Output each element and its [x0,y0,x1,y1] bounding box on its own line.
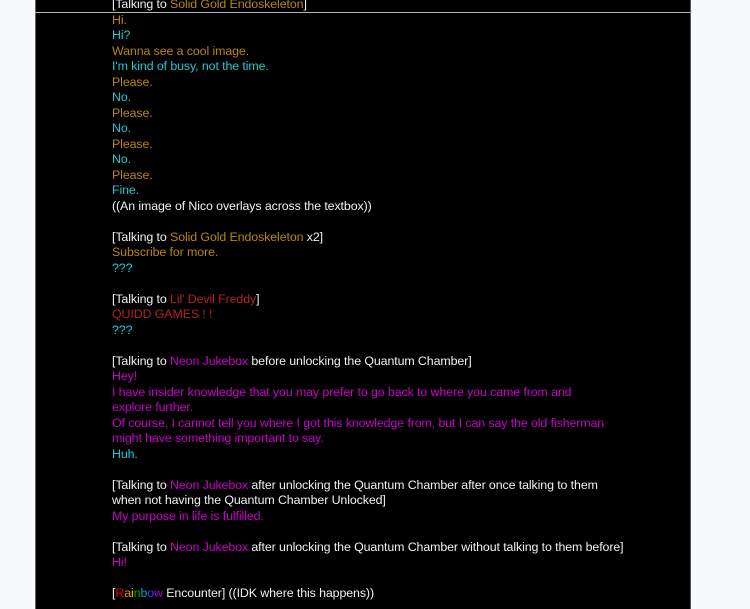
rainbow-letter: i [131,586,134,600]
character-name: Neon Jukebox [170,477,249,492]
rainbow-letter: o [147,586,155,600]
dialogue-line: Hey! [112,369,138,383]
dialogue-line: Please. [112,136,153,151]
dialogue-line: Hi? [112,28,131,42]
dialogue-line: Please. [112,74,153,89]
character-name: Neon Jukebox [170,353,249,368]
section-header: [Talking to Neon Jukebox after unlocking the Quantum Chamber without talking to them before] [112,539,624,554]
dialogue-line: No. [112,152,131,166]
section-header: [Talking to Lil' Devil Freddy] [112,291,260,306]
dialogue-line: ??? [112,260,133,275]
dialogue-line: Wanna see a cool image. [112,43,250,58]
rainbow-encounter-header: [Rainbow Encounter] ((IDK where this happens)) [112,586,374,600]
character-name: Solid Gold Endoskeleton [170,229,304,244]
dialogue-line: Huh. [112,446,138,461]
dialogue-line: QUIDD GAMES ! ! [112,307,213,321]
dialogue-line: Hi! [112,555,127,569]
dialogue-line: Hi. [112,12,127,27]
character-name: Solid Gold Endoskeleton [170,0,304,11]
dialogue-line: Subscribe for more. [112,245,219,259]
section-header: [Talking to Neon Jukebox before unlocking the Quantum Chamber] [112,353,472,368]
dialogue-line: Please. [112,105,153,120]
dialogue-line: ??? [112,322,133,337]
rainbow-letter: n [133,586,141,600]
dialogue-line: Fine. [112,183,140,197]
character-name: Neon Jukebox [170,539,249,554]
rainbow-letter: R [115,586,125,600]
dialogue-transcript [112,0,624,602]
dialogue-line: No. [112,121,131,135]
character-name: Lil' Devil Freddy [170,291,257,306]
rainbow-letter: b [140,586,148,600]
dialogue-line: Please. [112,167,153,182]
dialogue-line: My purpose in life is fulfilled. [112,508,264,523]
dialogue-line: I have insider knowledge that you may prefer to go back to where you came from and explore further. [112,384,572,414]
dialogue-line: No. [112,90,131,104]
section-header: [Talking to Neon Jukebox after unlocking the Quantum Chamber after once talking to them when not having the Quantum Chamber Unlocked] [112,477,598,507]
rainbow-name [115,586,163,600]
dialogue-line: Of course, I cannot tell you where I got this knowledge from, but I can say the old fisherman might have something important to say. [112,415,605,445]
section-header: [Talking to Solid Gold Endoskeleton] [112,0,612,13]
narration-line: ((An image of Nico overlays across the textbox)) [112,198,372,213]
rainbow-letter: w [154,586,163,600]
section-header: [Talking to Solid Gold Endoskeleton x2] [112,229,324,244]
rainbow-letter: a [124,586,131,600]
dialogue-line: I'm kind of busy, not the time. [112,59,269,73]
